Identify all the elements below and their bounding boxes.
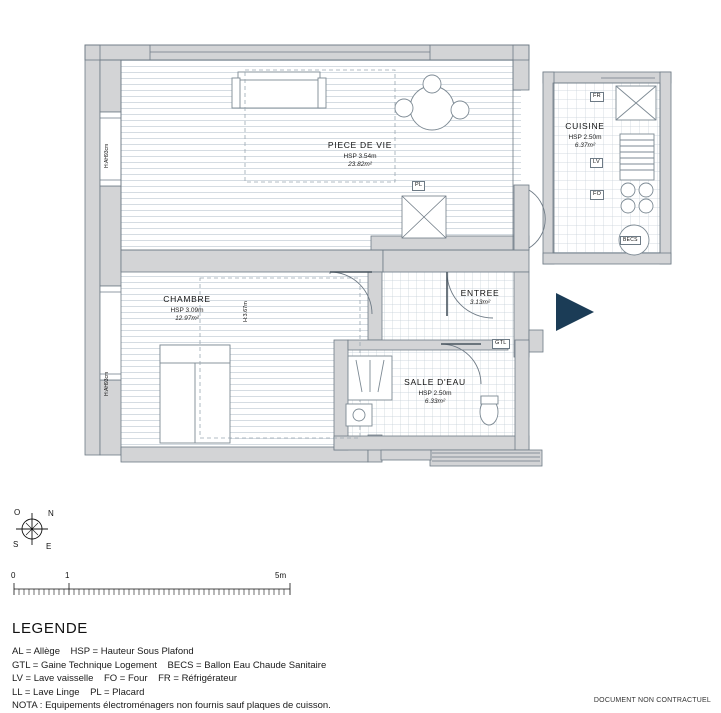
entry-direction-marker [556,293,594,331]
dimension-left-lower: H:AH93cm [104,371,110,396]
room-area: 6.37m² [574,141,596,149]
legend [12,620,572,713]
room-area: 3.13m² [469,298,491,306]
scale-start-label: 0 [11,571,16,580]
tag-lv-icon: LV [590,158,603,168]
disclaimer-text: DOCUMENT NON CONTRACTUEL [593,697,711,704]
scale-mid-label: 1 [65,571,70,580]
compass-east-label: E [46,542,52,551]
legend-line: NOTA : Equipements électroménagers non fournis sauf plaques de cuisson. [12,700,331,711]
legend-line: AL = Allège HSP = Hauteur Sous Plafond [12,646,194,657]
tag-gtl-icon: GTL [492,339,510,349]
room-name: PIECE DE VIE [327,140,393,150]
legend-line: GTL = Gaine Technique Logement BECS = Ballon Eau Chaude Sanitaire [12,659,327,671]
dimension-left-upper: H:AH93cm [104,143,110,168]
room-name: ENTREE [460,288,500,298]
scale-bar [14,583,290,595]
compass-south-label: S [13,540,19,549]
compass-north-label: N [48,509,54,518]
room-area: 12.97m² [175,314,199,322]
room-name: SALLE D'EAU [404,377,466,387]
room-hsp: HSP 2.50m [568,133,602,141]
tag-fr-icon: FR [590,92,604,102]
room-hsp: HSP 2.50m [418,389,452,397]
tag-pl-icon: PL [412,181,425,191]
room-name: CHAMBRE [163,294,211,304]
dimension-chambre-height: H:3.67m [243,301,249,322]
room-area: 23.82m² [348,160,372,168]
legend-line: LV = Lave vaisselle FO = Four FR = Réfrigérateur [12,673,238,684]
scale-end-label: 5m [275,571,287,580]
compass-rose [16,513,48,545]
room-hsp: HSP 3.54m [343,152,377,160]
room-hsp: HSP 3.09m [170,306,204,314]
room-name: CUISINE [565,121,605,131]
tag-becs-icon: BECS [620,236,641,245]
legend-title: LEGENDE [12,620,88,637]
tag-fo-icon: FO [590,190,604,200]
room-area: 6.33m² [424,397,446,405]
legend-line: LL = Lave Linge PL = Placard [12,686,145,698]
compass-west-label: O [14,508,21,517]
